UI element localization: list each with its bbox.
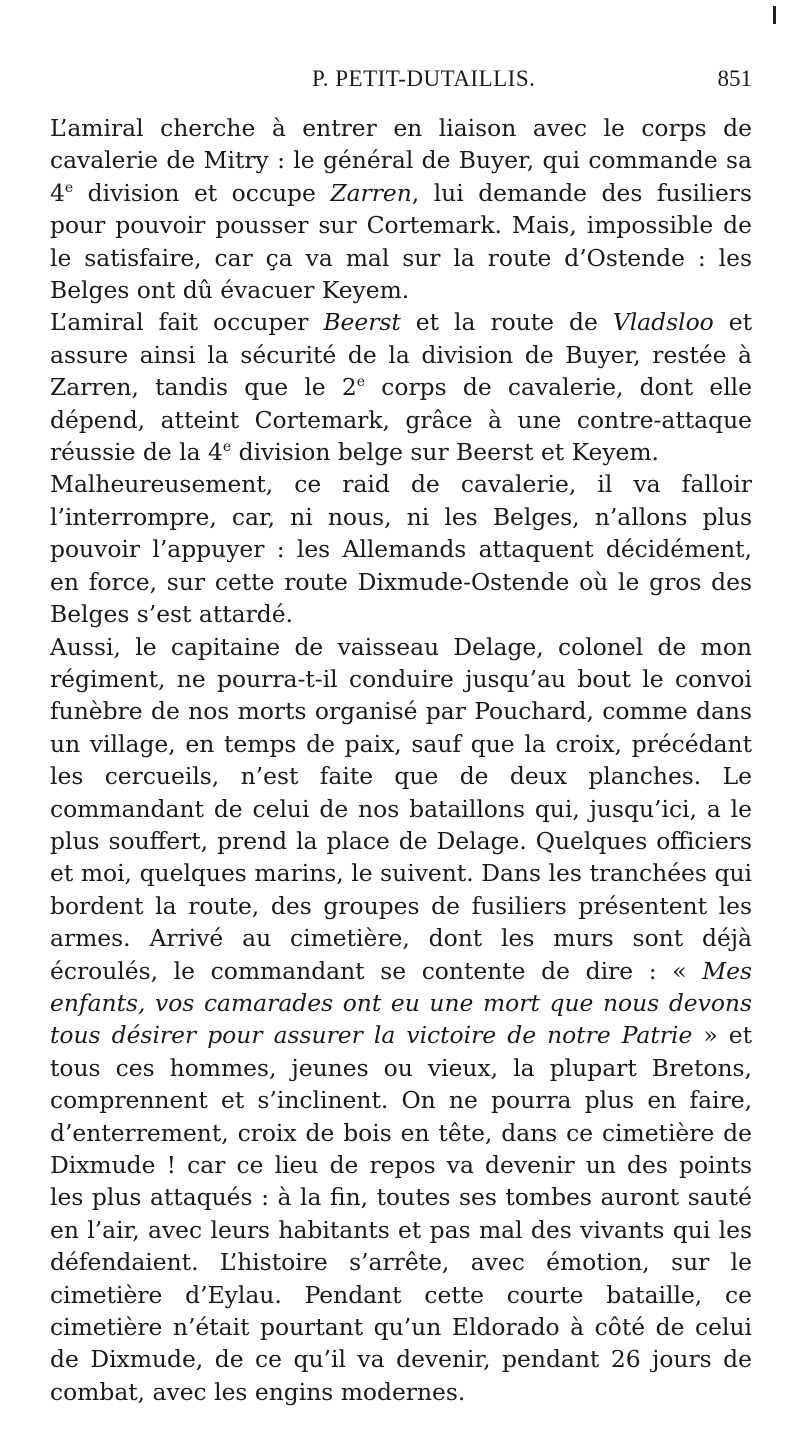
text-segment: Aussi, le capitaine de vaisseau Delage, colonel de mon régiment, ne pourra-t-il conduire jusqu’au bout le convoi funèbre de nos morts organisé par Pouchard, comme dans un village, en temps de paix, sauf que la croix, précédant les cercueils, n’est faite que de deux planches. Le commandant de celui de nos bataillons qui, jusqu’ici, a le plus souffert, prend la place de Delage. Quelques officiers et moi, quelques marins, le suivent. Dans les tranchées qui bordent la route, des groupes de fusiliers présentent les armes. Arrivé au cimetière, dont les murs sont déjà écroulés, le commandant se contente de dire : «: [50, 632, 752, 985]
text-segment: et la route de: [400, 308, 613, 337]
paragraph: [50, 306, 752, 468]
paragraph: [50, 631, 752, 1409]
text-segment: corps de cavalerie, dont elle dépend, atteint Cortemark, grâce à une contre-attaque réussie de la 4: [50, 373, 752, 467]
text-segment: , lui demande des fusiliers pour pouvoir pousser sur Cortemark. Mais, impossible de le satisfaire, car ça va mal sur la route d’Ostende : les Belges ont dû évacuer Keyem.: [50, 178, 752, 305]
paragraph: [50, 112, 752, 306]
body-text: [50, 112, 752, 1408]
running-header: [50, 66, 752, 98]
text-segment: » et tous ces hommes, jeunes ou vieux, la plupart Bretons, comprennent et s’inclinent. On ne pourra plus en faire, d’enterrement, croix de bois en tête, dans ce cimetière de Dixmude ! car ce lieu de repos va devenir un des points les plus attaqués : à la fin, toutes ses tombes auront sauté en l’air, avec leurs habitants et pas mal des vivants qui les défendaient. L’histoire s’arrête, avec émotion, sur le cimetière d’Eylau. Pendant cette courte bataille, ce cimetière n’était pourtant qu’un Eldorado à côté de celui de Dixmude, de ce qu’il va devenir, pendant 26 jours de combat, avec les engins modernes.: [50, 1021, 752, 1406]
paragraph: [50, 468, 752, 630]
running-title: P. PETIT-DUTAILLIS.: [312, 66, 536, 91]
text-segment: et assure ainsi la sécurité de la division de Buyer, restée à Zarren, tandis que le 2: [50, 308, 752, 402]
page-number: 851: [717, 66, 752, 91]
ordinal-superscript: e: [222, 439, 232, 456]
page-edge-mark: [773, 6, 776, 24]
text-segment: L’amiral fait occuper: [50, 308, 324, 337]
text-segment: L’amiral cherche à entrer en liaison avec le corps de cavalerie de Mitry : le général de Buyer, qui commande sa 4: [50, 114, 752, 207]
italic-text: Zarren: [330, 178, 412, 207]
italic-text: Vladsloo: [612, 308, 714, 337]
italic-text: Beerst: [323, 308, 401, 337]
text-segment: division belge sur Beerst et Keyem.: [231, 438, 659, 467]
text-segment: Malheureusement, ce raid de cavalerie, il va falloir l’interrompre, car, ni nous, ni les Belges, n’allons plus pouvoir l’appuyer : les Allemands attaquent décidément, en force, sur cette route Dixmude-Ostende où le gros des Belges s’est attardé.: [50, 470, 752, 629]
text-segment: division et occupe: [73, 178, 331, 207]
ordinal-superscript: e: [356, 374, 366, 391]
ordinal-superscript: e: [64, 180, 74, 197]
italic-text: Mes enfants, vos camarades ont eu une mort que nous devons tous désirer pour assurer la victoire de notre Patrie: [50, 956, 752, 1050]
